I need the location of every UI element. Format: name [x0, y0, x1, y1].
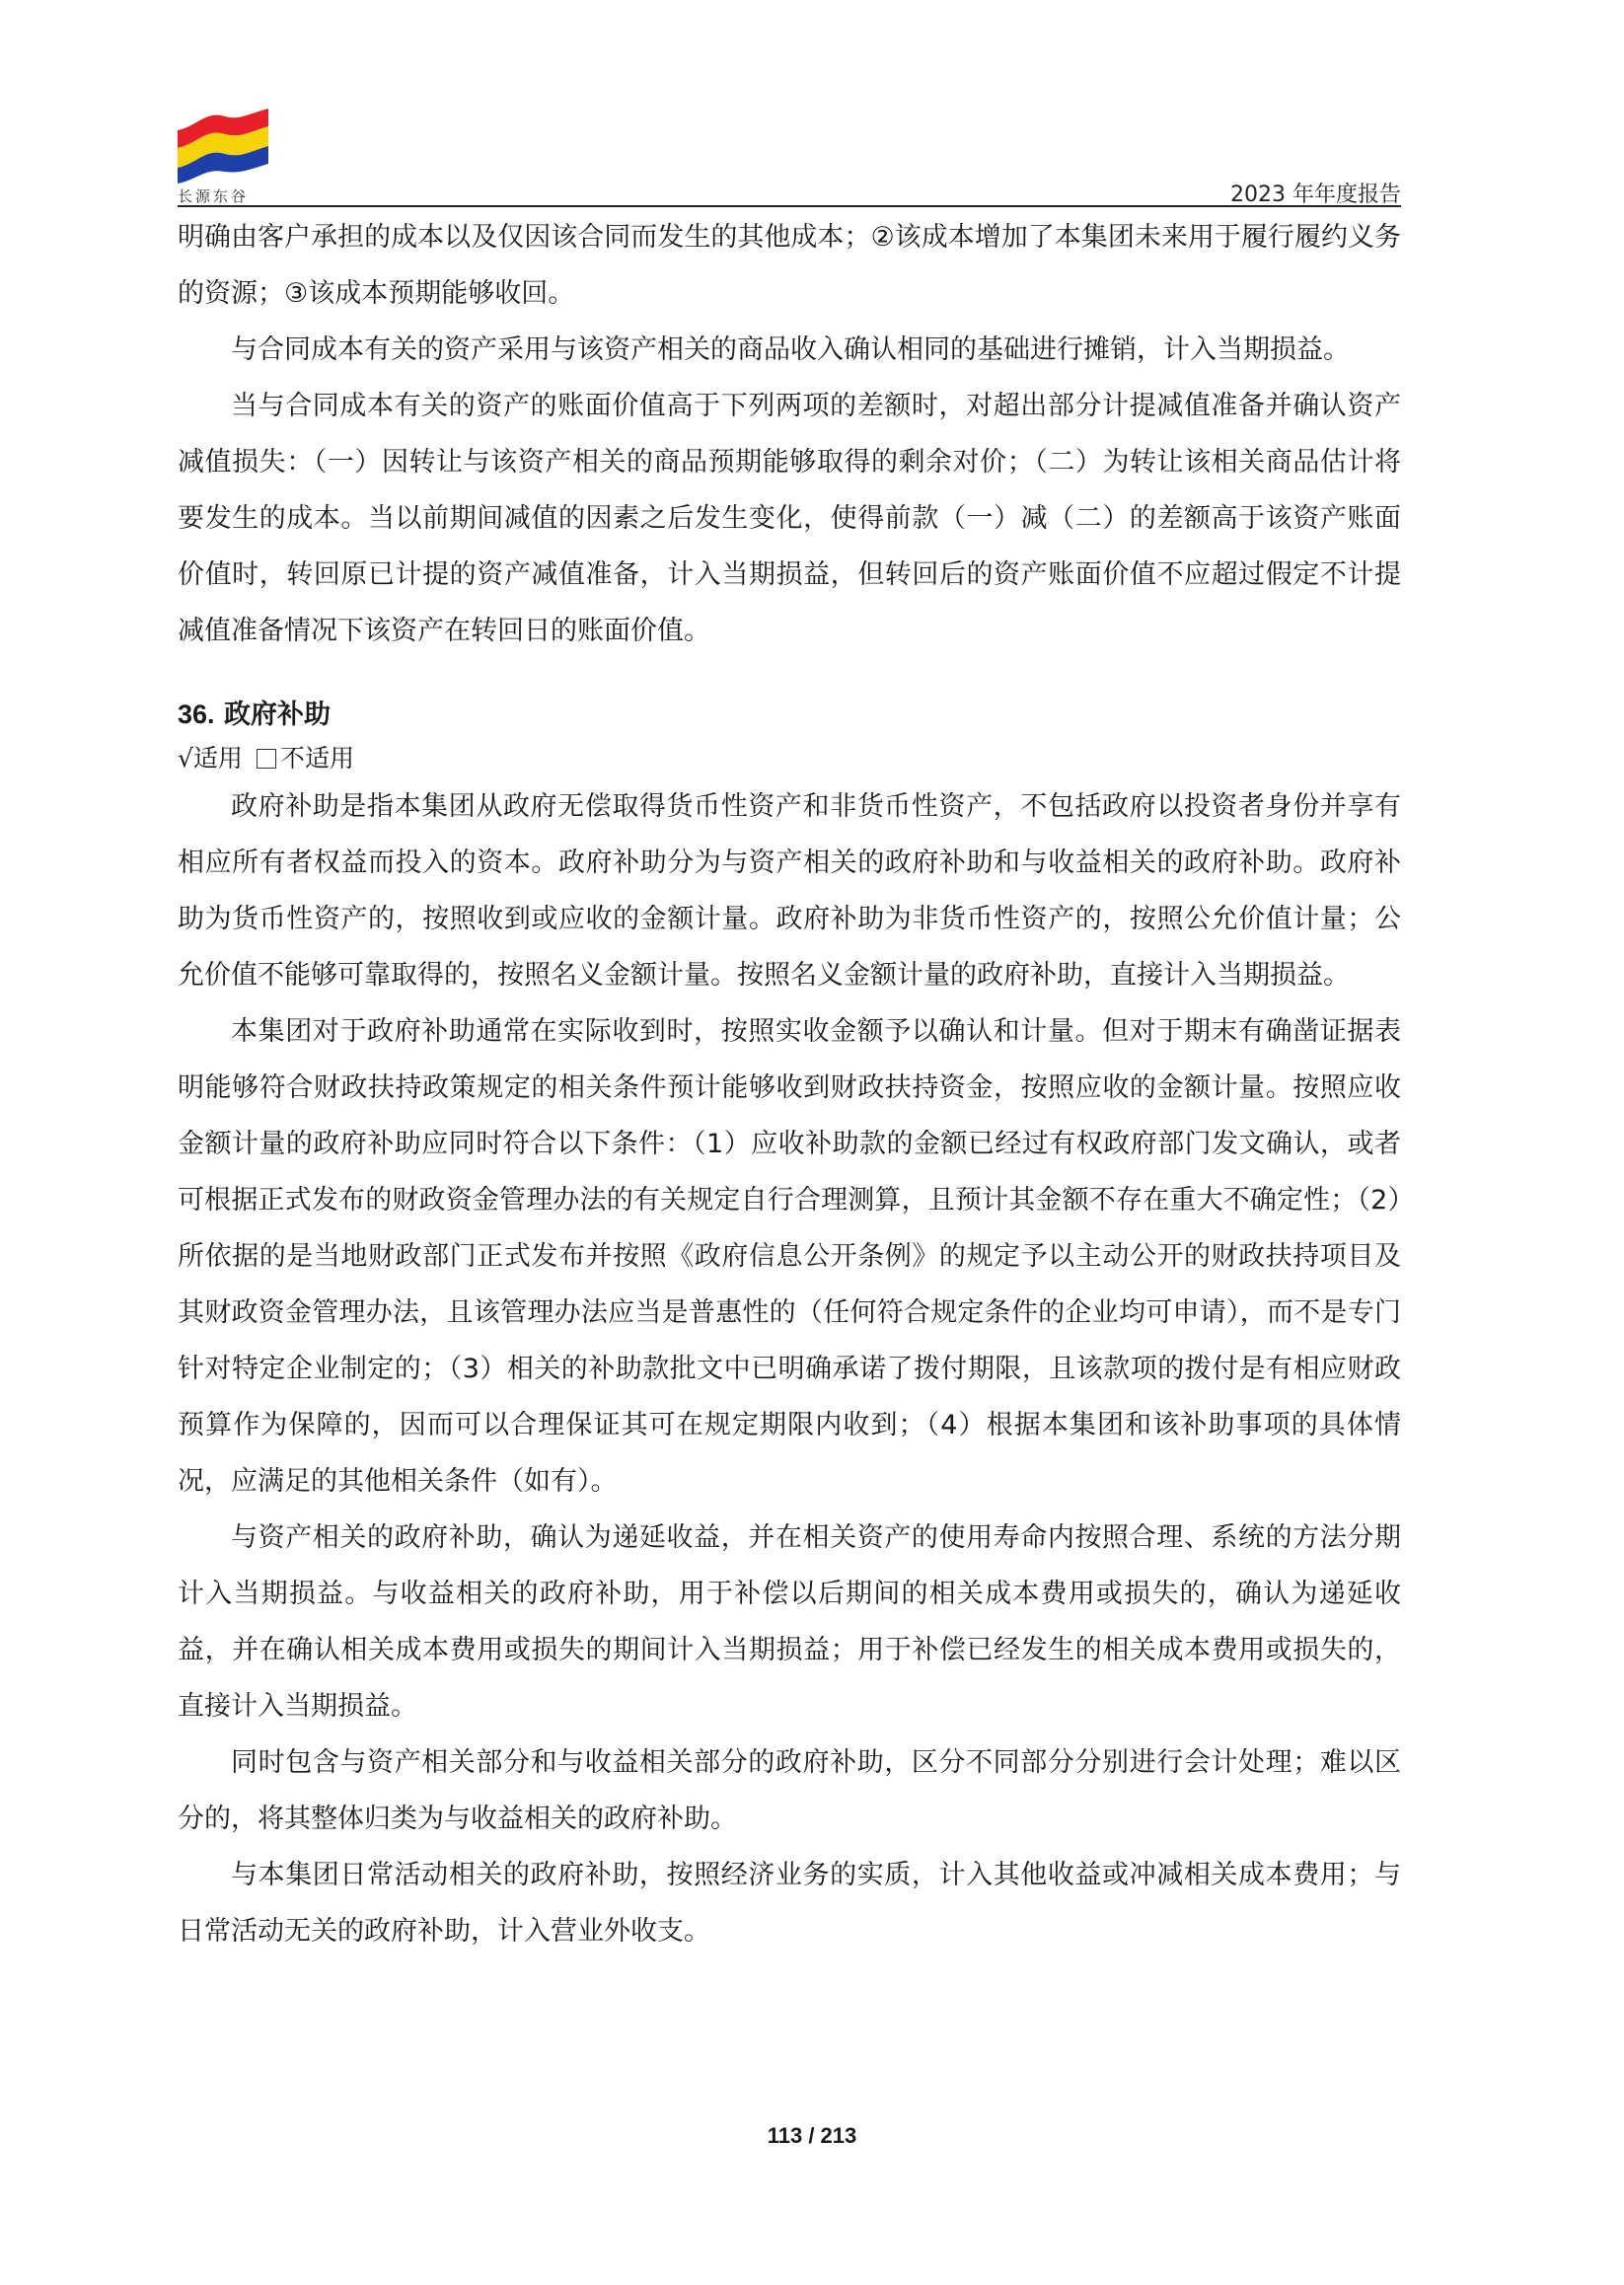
- logo-wave-icon: [178, 109, 268, 185]
- paragraph-5: 本集团对于政府补助通常在实际收到时，按照实收金额予以确认和计量。但对于期末有确凿证据表明能够符合财政扶持政策规定的相关条件预计能够收到财政扶持资金，按照应收的金额计量。按照应收金额计量的政府补助应同时符合以下条件：（1）应收补助款的金额已经过有权政府部门发文确认，或者可根据正式发布的财政资金管理办法的有关规定自行合理测算，且预计其金额不存在重大不确定性；（2）所依据的是当地财政部门正式发布并按照《政府信息公开条例》的规定予以主动公开的财政扶持项目及其财政资金管理办法，且该管理办法应当是普惠性的（任何符合规定条件的企业均可申请），而不是专门针对特定企业制定的；（3）相关的补助款批文中已明确承诺了拨付期限，且该款项的拨付是有相应财政预算作为保障的，因而可以合理保证其可在规定期限内收到；（4）根据本集团和该补助事项的具体情况，应满足的其他相关条件（如有）。: [178, 1016, 1401, 1497]
- section-number: 36.: [178, 700, 215, 729]
- header-divider: [178, 205, 1401, 207]
- applicability-line: [178, 739, 1401, 778]
- document-body: [178, 209, 1401, 1959]
- company-logo: [178, 109, 268, 209]
- section-title: 政府补助: [223, 700, 331, 730]
- not-applicable: 不适用: [279, 744, 354, 773]
- paragraph-8: 与本集团日常活动相关的政府补助，按照经济业务的实质，计入其他收益或冲减相关成本费用；与日常活动无关的政府补助，计入营业外收支。: [178, 1860, 1401, 1947]
- paragraph-7: 同时包含与资产相关部分和与收益相关部分的政府补助，区分不同部分分别进行会计处理；难以区分的，将其整体归类为与收益相关的政府补助。: [178, 1747, 1401, 1834]
- report-title: 2023 年年度报告: [1230, 183, 1401, 207]
- page-indicator: 113 / 213: [767, 2123, 857, 2148]
- page-header: [178, 109, 1401, 209]
- paragraph-3: 当与合同成本有关的资产的账面价值高于下列两项的差额时，对超出部分计提减值准备并确认资产减值损失：（一）因转让与该资产相关的商品预期能够取得的剩余对价；（二）为转让该相关商品估计将要发生的成本。当以前期间减值的因素之后发生变化，使得前款（一）减（二）的差额高于该资产账面价值时，转回原已计提的资产减值准备，计入当期损益，但转回后的资产账面价值不应超过假定不计提减值准备情况下该资产在转回日的账面价值。: [178, 391, 1401, 646]
- paragraph-6: 与资产相关的政府补助，确认为递延收益，并在相关资产的使用寿命内按照合理、系统的方法分期计入当期损益。与收益相关的政府补助，用于补偿以后期间的相关成本费用或损失的，确认为递延收益，并在确认相关成本费用或损失的期间计入当期损益；用于补偿已经发生的相关成本费用或损失的，直接计入当期损益。: [178, 1522, 1401, 1722]
- paragraph-1: 明确由客户承担的成本以及仅因该合同而发生的其他成本；②该成本增加了本集团未来用于履行履约义务的资源；③该成本预期能够收回。: [178, 222, 1401, 309]
- paragraph-4: 政府补助是指本集团从政府无偿取得货币性资产和非货币性资产，不包括政府以投资者身份并享有相应所有者权益而投入的资本。政府补助分为与资产相关的政府补助和与收益相关的政府补助。政府补助为货币性资产的，按照收到或应收的金额计量。政府补助为非货币性资产的，按照公允价值计量；公允价值不能够可靠取得的，按照名义金额计量。按照名义金额计量的政府补助，直接计入当期损益。: [178, 791, 1401, 991]
- paragraph-2: 与合同成本有关的资产采用与该资产相关的商品收入确认相同的基础进行摊销，计入当期损益。: [231, 334, 1350, 365]
- logo-text: 长源东谷: [178, 187, 250, 205]
- checkbox-icon: [257, 749, 276, 769]
- applicable-checked: √适用: [178, 744, 243, 773]
- section-heading: [178, 691, 1401, 739]
